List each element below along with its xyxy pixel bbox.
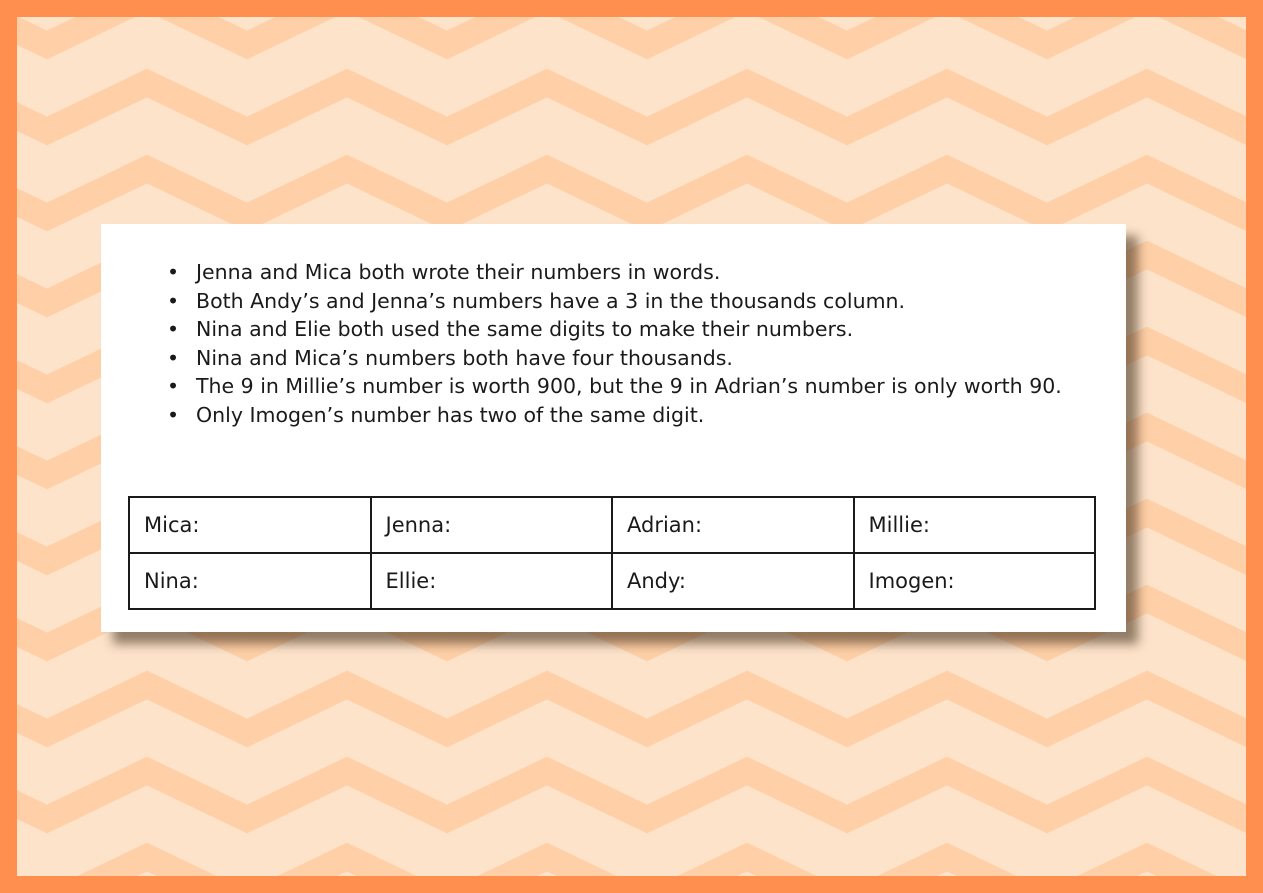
name-cell-ellie: Ellie: — [371, 553, 613, 609]
bullet-icon: • — [167, 402, 180, 427]
clue-list — [165, 258, 1065, 429]
name-cell-mica: Mica: — [129, 497, 371, 553]
clue-text: Nina and Mica’s numbers both have four thousands. — [196, 345, 733, 370]
name-cell-millie: Millie: — [854, 497, 1096, 553]
name-cell-nina: Nina: — [129, 553, 371, 609]
name-cell-adrian: Adrian: — [612, 497, 854, 553]
clue-item — [165, 287, 1065, 316]
bullet-icon: • — [167, 345, 180, 370]
name-cell-andy: Andy: — [612, 553, 854, 609]
bullet-icon: • — [167, 317, 180, 341]
clue-item — [165, 258, 1065, 287]
slide-background — [17, 17, 1246, 876]
clue-text: Both Andy’s and Jenna’s numbers have a 3 in the thousands column. — [196, 288, 906, 313]
bullet-icon: • — [167, 374, 180, 398]
bullet-icon: • — [167, 260, 180, 284]
names-table — [128, 496, 1096, 610]
clue-item — [165, 344, 1065, 373]
clue-text: Jenna and Mica both wrote their numbers in words. — [196, 260, 721, 284]
clue-item — [165, 401, 1065, 430]
clue-text: Nina and Elie both used the same digits to make their numbers. — [196, 317, 854, 341]
clue-text: Only Imogen’s number has two of the same digit. — [196, 402, 705, 427]
clue-text: The 9 in Millie’s number is worth 900, but the 9 in Adrian’s number is only worth 90. — [196, 374, 1062, 398]
name-cell-imogen: Imogen: — [854, 553, 1096, 609]
table-row — [129, 553, 1095, 609]
name-cell-jenna: Jenna: — [371, 497, 613, 553]
worksheet-card — [101, 224, 1126, 632]
clue-item — [165, 372, 1065, 401]
bullet-icon: • — [167, 288, 180, 313]
table-row — [129, 497, 1095, 553]
clue-item — [165, 315, 1065, 344]
